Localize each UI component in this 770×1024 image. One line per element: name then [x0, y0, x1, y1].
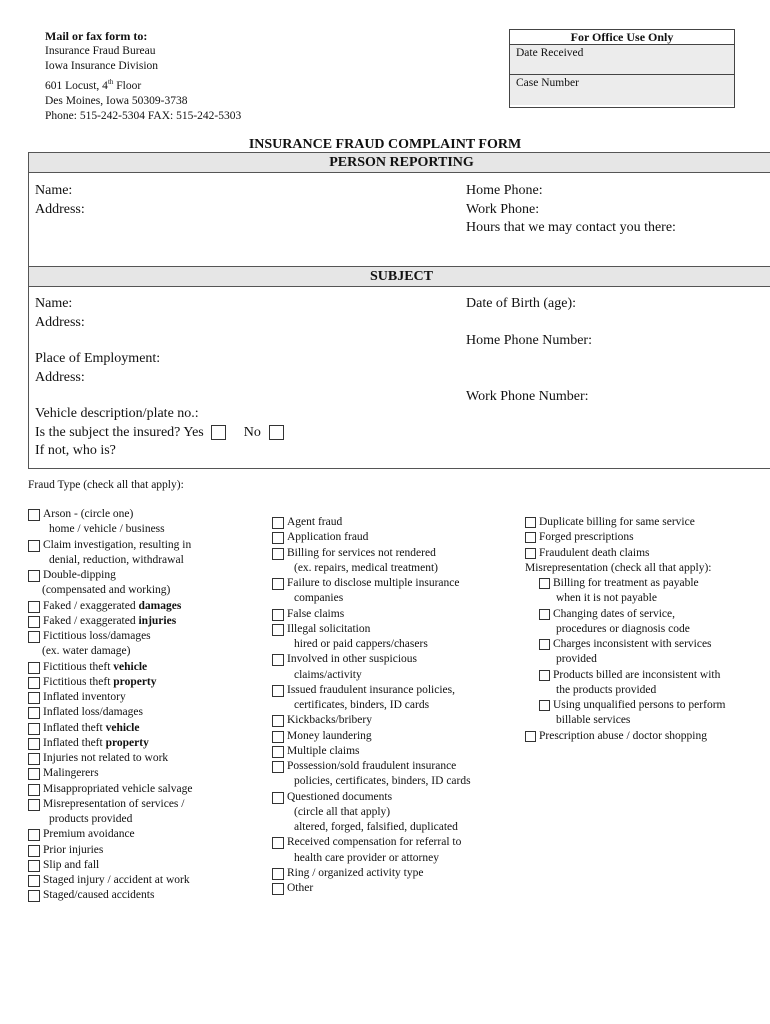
option-label: Products billed are inconsistent with	[553, 668, 721, 681]
option-label: provided	[556, 653, 597, 666]
subject-vehicle-field[interactable]: Vehicle description/plate no.:	[35, 406, 199, 421]
checkbox[interactable]	[272, 517, 284, 529]
fraud-option-agent-fraud[interactable]	[272, 515, 517, 530]
fraud-note-procedures-or-diagnosis-code	[525, 622, 770, 637]
fraud-option-possession-sold-fraudulent-insurance[interactable]	[272, 759, 517, 774]
option-label: Fictitious loss/damages	[43, 630, 151, 642]
fraud-option-duplicate-billing-for-same-service[interactable]	[525, 515, 770, 530]
option-label: Issued fraudulent insurance policies,	[287, 683, 455, 696]
fraud-option-forged-prescriptions[interactable]	[525, 530, 770, 545]
reporter-address-field[interactable]: Address:	[35, 201, 85, 217]
fraud-note-billable-services	[525, 713, 770, 728]
fraud-note-companies	[272, 591, 517, 606]
checkbox[interactable]	[539, 639, 550, 650]
checkbox[interactable]	[28, 875, 40, 887]
option-label	[43, 614, 176, 629]
mail-heading: Mail or fax form to:	[45, 29, 148, 43]
fraud-option-inflated-loss-damages[interactable]	[28, 705, 263, 720]
fraud-note-ex-repairs-medical-treatment	[272, 561, 517, 576]
option-label: when it is not payable	[556, 592, 657, 605]
subject-name-field[interactable]: Name:	[35, 296, 73, 311]
checkbox[interactable]	[525, 548, 536, 559]
fraud-option-slip-and-fall[interactable]	[28, 858, 263, 873]
option-label	[43, 599, 181, 614]
checkbox[interactable]	[272, 792, 284, 804]
option-label: Misrepresentation of services /	[43, 797, 185, 810]
checkbox[interactable]	[525, 517, 536, 528]
date-received-field	[510, 45, 734, 75]
fraud-option-issued-fraudulent-insurance-policies[interactable]	[272, 683, 517, 698]
option-label	[43, 736, 149, 751]
checkbox[interactable]	[272, 548, 284, 560]
checkbox[interactable]	[539, 670, 550, 681]
checkbox[interactable]	[28, 540, 40, 552]
option-label: companies	[294, 592, 344, 605]
fraud-option-misappropriated-vehicle-salvage[interactable]	[28, 782, 263, 797]
option-label-emphasis: property	[113, 675, 157, 688]
office-use-heading: For Office Use Only	[510, 30, 734, 45]
fraud-note-hired-or-paid-cappers-chasers	[272, 637, 517, 652]
fraud-option-using-unqualified-persons-to-perform[interactable]	[525, 698, 770, 713]
office-use-box	[509, 29, 735, 108]
fraud-note-products-provided	[28, 812, 263, 827]
fraud-option-billing-for-services-not-rendered[interactable]	[272, 546, 517, 561]
mailing-address	[45, 29, 241, 124]
fraud-type-label: Fraud Type (check all that apply):	[28, 479, 184, 491]
option-label: Prior injuries	[43, 843, 104, 856]
checkbox[interactable]	[272, 654, 284, 666]
option-label: Injuries not related to work	[43, 752, 169, 764]
option-label-text: Faked / exaggerated	[43, 599, 139, 612]
date-received-label: Date Received	[516, 47, 584, 59]
fraud-option-received-compensation-for-referral-to[interactable]	[272, 835, 517, 850]
mail-line	[45, 75, 241, 94]
fraud-option-premium-avoidance[interactable]	[28, 827, 263, 842]
checkbox[interactable]	[28, 890, 40, 902]
fraud-option-staged-caused-accidents[interactable]	[28, 888, 263, 903]
checkbox[interactable]	[28, 631, 40, 643]
fraud-note-certificates-binders-id-cards	[272, 698, 517, 713]
fraud-note-ex-water-damage	[28, 644, 263, 659]
fraud-option-changing-dates-of-service[interactable]	[525, 607, 770, 622]
fraud-option-multiple-claims[interactable]	[272, 744, 517, 759]
fraud-option-inflated-inventory[interactable]	[28, 690, 263, 705]
insured-yes-checkbox[interactable]	[211, 425, 226, 440]
fraud-option-misrepresentation-of-services[interactable]	[28, 797, 263, 812]
fraud-note-when-it-is-not-payable	[525, 591, 770, 606]
option-label: (compensated and working)	[42, 584, 171, 597]
option-label-text: Inflated theft	[43, 736, 106, 749]
fraud-option-involved-in-other-suspicious[interactable]	[272, 652, 517, 667]
option-label-emphasis: vehicle	[113, 660, 148, 673]
fraud-option-inflated-theft-property[interactable]	[28, 736, 263, 751]
checkbox[interactable]	[272, 685, 284, 697]
fraud-option-billing-for-treatment-as-payable[interactable]	[525, 576, 770, 591]
option-label-emphasis: injuries	[138, 614, 177, 627]
option-label: Arson - (circle one)	[43, 508, 134, 520]
option-label-emphasis: damages	[138, 599, 182, 612]
insured-no-checkbox[interactable]	[269, 425, 284, 440]
fraud-option-prior-injuries[interactable]	[28, 843, 263, 858]
option-label: Claim investigation, resulting in	[43, 538, 192, 551]
fraud-option-faked-exaggerated-injuries[interactable]	[28, 614, 263, 629]
fraud-note-provided	[525, 652, 770, 667]
subject-work-phone-field[interactable]: Work Phone Number:	[466, 388, 589, 404]
fraud-option-fictitious-theft-property[interactable]	[28, 675, 263, 690]
option-label: policies, certificates, binders, ID cards	[294, 775, 471, 788]
mail-line: Phone: 515-242-5304 FAX: 515-242-5303	[45, 109, 242, 122]
subject-dob-field[interactable]: Date of Birth (age):	[466, 296, 577, 311]
option-label-emphasis: property	[105, 736, 149, 749]
fraud-option-fictitious-loss-damages[interactable]	[28, 629, 263, 644]
option-label: denial, reduction, withdrawal	[49, 553, 184, 566]
option-label: Money laundering	[287, 729, 372, 742]
option-label: Illegal solicitation	[287, 622, 371, 635]
checkbox[interactable]	[272, 837, 284, 849]
checkbox[interactable]	[28, 784, 40, 796]
fraud-note-claims-activity	[272, 668, 517, 683]
reporter-name-field[interactable]: Name:	[35, 183, 73, 198]
checkbox[interactable]	[28, 845, 40, 857]
reporter-right-fields	[466, 182, 676, 238]
mail-line: Insurance Fraud Bureau	[45, 45, 156, 58]
reporter-home-phone-field[interactable]: Home Phone:	[466, 183, 543, 198]
reporter-left-fields	[35, 182, 85, 219]
checkbox[interactable]	[272, 532, 284, 544]
fraud-option-staged-injury-accident-at-work[interactable]	[28, 873, 263, 888]
option-label: Billing for treatment as payable	[553, 577, 699, 589]
insured-question-label: Is the subject the insured? Yes	[35, 424, 204, 440]
option-label-text: Inflated theft	[43, 721, 106, 734]
fraud-note-denial-reduction-withdrawal	[28, 553, 263, 568]
option-label: Using unqualified persons to perform	[553, 699, 726, 711]
option-label: health care provider or attorney	[294, 851, 439, 864]
checkbox[interactable]	[272, 868, 284, 880]
case-number-label: Case Number	[516, 77, 579, 89]
fraud-option-ring-organized-activity-type[interactable]	[272, 866, 517, 881]
fraud-option-failure-to-disclose-multiple-insurance[interactable]	[272, 576, 517, 591]
option-label: Staged/caused accidents	[43, 889, 155, 902]
fraud-option-arson-circle-one[interactable]	[28, 507, 263, 522]
option-label: Slip and fall	[43, 858, 100, 871]
reporter-hours-field[interactable]: Hours that we may contact you there:	[466, 220, 676, 235]
checkbox[interactable]	[272, 578, 284, 590]
option-label: Double-dipping	[43, 569, 116, 581]
option-label: Possession/sold fraudulent insurance	[287, 760, 457, 772]
checkbox[interactable]	[28, 570, 40, 582]
option-label-text: Fictitious theft	[43, 675, 114, 688]
fraud-option-other[interactable]	[272, 881, 517, 896]
option-label	[43, 660, 147, 675]
checkbox[interactable]	[28, 829, 40, 841]
subject-left-fields	[35, 295, 284, 461]
option-label: (circle all that apply)	[294, 805, 391, 818]
mail-floor-suffix: th	[107, 77, 114, 86]
option-label: Malingerers	[43, 767, 99, 780]
option-label: Inflated inventory	[43, 691, 126, 703]
checkbox[interactable]	[272, 746, 284, 758]
checkbox[interactable]	[28, 662, 40, 674]
checkbox[interactable]	[28, 799, 40, 811]
option-label: altered, forged, falsified, duplicated	[294, 821, 458, 833]
fraud-option-injuries-not-related-to-work[interactable]	[28, 751, 263, 766]
fraud-type-column-2	[272, 515, 517, 896]
fraud-option-claim-investigation-resulting-in[interactable]	[28, 538, 263, 553]
fraud-note-policies-certificates-binders-id-cards	[272, 774, 517, 789]
fraud-option-faked-exaggerated-damages[interactable]	[28, 599, 263, 614]
subject-right-fields	[466, 295, 592, 406]
option-label: claims/activity	[294, 668, 362, 681]
option-label: (ex. water damage)	[42, 645, 131, 658]
fraud-note-misrepresentation-check-all-that-apply	[525, 561, 770, 576]
option-label	[43, 675, 157, 690]
option-label: home / vehicle / business	[49, 523, 165, 536]
checkbox[interactable]	[28, 753, 40, 765]
reporter-work-phone-field[interactable]: Work Phone:	[466, 201, 540, 217]
checkbox[interactable]	[272, 609, 284, 621]
option-label: Application fraud	[287, 531, 369, 544]
checkbox[interactable]	[28, 707, 40, 719]
fraud-note-home-vehicle-business	[28, 522, 263, 537]
option-label-text: Faked / exaggerated	[43, 614, 139, 627]
fraud-option-fictitious-theft-vehicle[interactable]	[28, 660, 263, 675]
checkbox[interactable]	[28, 509, 40, 521]
fraud-option-money-laundering[interactable]	[272, 729, 517, 744]
mail-street: 601 Locust, 4	[45, 79, 108, 92]
option-label: Premium avoidance	[43, 828, 135, 841]
option-label: Multiple claims	[287, 744, 360, 757]
fraud-option-illegal-solicitation[interactable]	[272, 622, 517, 637]
option-label: billable services	[556, 714, 631, 727]
option-label: hired or paid cappers/chasers	[294, 638, 428, 650]
fraud-option-malingerers[interactable]	[28, 766, 263, 781]
person-reporting-bar: PERSON REPORTING	[29, 153, 770, 173]
option-label: Questioned documents	[287, 790, 393, 803]
fraud-note-the-products-provided	[525, 683, 770, 698]
option-label: procedures or diagnosis code	[556, 622, 690, 635]
mail-floor: Floor	[113, 79, 142, 92]
fraud-option-prescription-abuse-doctor-shopping[interactable]	[525, 729, 770, 744]
subject-bar: SUBJECT	[29, 267, 770, 287]
option-label: Received compensation for referral to	[287, 836, 462, 849]
person-reporting-section	[28, 152, 770, 267]
subject-employment-field[interactable]: Place of Employment:	[35, 351, 161, 366]
option-label: Changing dates of service,	[553, 607, 675, 620]
fraud-option-inflated-theft-vehicle[interactable]	[28, 721, 263, 736]
checkbox[interactable]	[28, 738, 40, 750]
checkbox[interactable]	[525, 532, 536, 543]
option-label: Misrepresentation (check all that apply):	[525, 561, 712, 574]
fraud-type-column-3	[525, 515, 770, 744]
option-label: Kickbacks/bribery	[287, 714, 372, 727]
option-label: the products provided	[556, 683, 657, 696]
checkbox[interactable]	[539, 609, 550, 620]
option-label	[43, 721, 139, 736]
option-label: Other	[287, 882, 314, 894]
checkbox[interactable]	[28, 601, 40, 613]
checkbox[interactable]	[28, 723, 40, 735]
fraud-option-kickbacks-bribery[interactable]	[272, 713, 517, 728]
fraud-option-application-fraud[interactable]	[272, 530, 517, 545]
fraud-type-column-1	[28, 507, 263, 904]
subject-section	[28, 266, 770, 469]
option-label: Forged prescriptions	[539, 531, 634, 544]
subject-employment-address-field[interactable]: Address:	[35, 369, 85, 385]
option-label: Billing for services not rendered	[287, 546, 436, 559]
fraud-option-fraudulent-death-claims[interactable]	[525, 546, 770, 561]
option-label: Misappropriated vehicle salvage	[43, 782, 193, 795]
option-label: Charges inconsistent with services	[553, 638, 712, 650]
subject-insured-question	[35, 424, 284, 443]
fraud-note-circle-all-that-apply	[272, 805, 517, 820]
option-label: Involved in other suspicious	[287, 653, 417, 666]
option-label: Ring / organized activity type	[287, 866, 424, 879]
option-label: certificates, binders, ID cards	[294, 699, 430, 711]
checkbox[interactable]	[272, 883, 284, 895]
checkbox[interactable]	[272, 624, 284, 636]
fraud-note-health-care-provider-or-attorney	[272, 851, 517, 866]
fraud-note-compensated-and-working	[28, 583, 263, 598]
option-label: Duplicate billing for same service	[539, 516, 695, 528]
option-label: Fraudulent death claims	[539, 546, 650, 559]
option-label: Inflated loss/damages	[43, 706, 143, 719]
option-label-emphasis: vehicle	[105, 721, 140, 734]
subject-if-not-field[interactable]: If not, who is?	[35, 443, 116, 458]
option-label: Agent fraud	[287, 516, 343, 528]
checkbox[interactable]	[28, 616, 40, 628]
checkbox[interactable]	[539, 578, 550, 589]
option-label: False claims	[287, 607, 345, 620]
fraud-option-charges-inconsistent-with-services[interactable]	[525, 637, 770, 652]
option-label-text: Fictitious theft	[43, 660, 114, 673]
form-title: INSURANCE FRAUD COMPLAINT FORM	[248, 137, 522, 152]
checkbox[interactable]	[272, 715, 284, 727]
mail-line: Des Moines, Iowa 50309-3738	[45, 94, 188, 107]
option-label: (ex. repairs, medical treatment)	[294, 561, 438, 574]
subject-home-phone-field[interactable]: Home Phone Number:	[466, 333, 592, 348]
fraud-note-altered-forged-falsified-duplicated	[272, 820, 517, 835]
checkbox[interactable]	[272, 761, 284, 773]
checkbox[interactable]	[28, 860, 40, 872]
insured-no-label: No	[243, 424, 261, 440]
fraud-option-products-billed-are-inconsistent-with[interactable]	[525, 668, 770, 683]
subject-address-field[interactable]: Address:	[35, 314, 85, 330]
checkbox[interactable]	[28, 768, 40, 780]
checkbox[interactable]	[28, 692, 40, 704]
checkbox[interactable]	[272, 731, 284, 743]
option-label: Prescription abuse / doctor shopping	[539, 729, 708, 742]
option-label: Failure to disclose multiple insurance	[287, 577, 460, 589]
fraud-option-false-claims[interactable]	[272, 607, 517, 622]
checkbox[interactable]	[525, 731, 536, 742]
fraud-option-questioned-documents[interactable]	[272, 790, 517, 805]
option-label: products provided	[49, 813, 133, 825]
option-label: Staged injury / accident at work	[43, 874, 190, 886]
fraud-option-double-dipping[interactable]	[28, 568, 263, 583]
checkbox[interactable]	[28, 677, 40, 689]
mail-line: Iowa Insurance Division	[45, 60, 159, 73]
checkbox[interactable]	[539, 700, 550, 711]
case-number-field	[510, 75, 734, 105]
